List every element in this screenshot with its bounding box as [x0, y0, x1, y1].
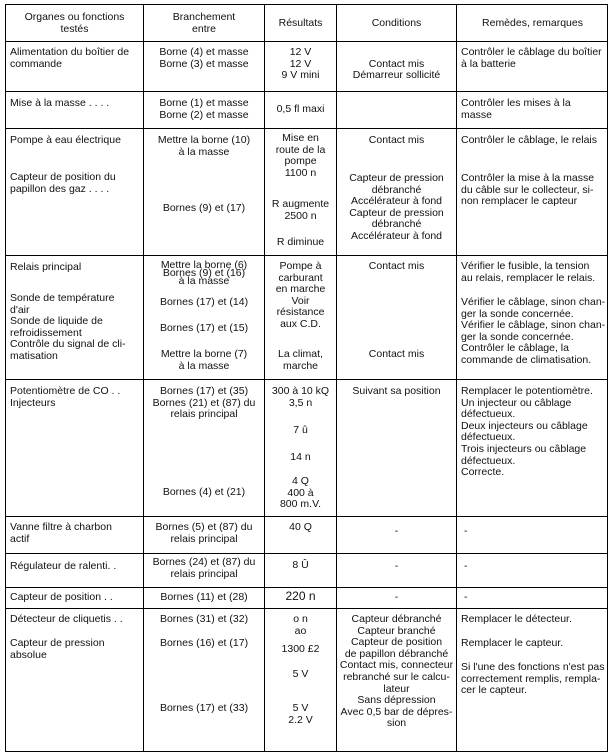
- cell-resultat: 7 û: [293, 424, 308, 436]
- cell-remede: Contrôler le câblage, le relais: [461, 134, 597, 146]
- cell-condition: Contact mis Démarreur sollicité: [352, 57, 441, 82]
- row-divider: [6, 41, 607, 42]
- cell-organe: Pompe à eau électrique: [10, 134, 121, 146]
- cell-remede: Contrôler le câblage du boîtier à la batterie: [461, 46, 602, 70]
- row-divider: [6, 379, 607, 380]
- cell-resultat: R augmente 2500 n: [271, 198, 330, 222]
- cell-branchement: Bornes (9) et (17): [162, 202, 246, 214]
- row-divider: [6, 608, 607, 609]
- cell-branchement: Bornes (17) et (15): [159, 322, 249, 334]
- cell-organe: Alimentation du boîtier de commande: [10, 46, 130, 70]
- cell-resultat: 8 Û: [292, 559, 309, 571]
- cell-branchement: Mettre la borne (7) à la masse: [160, 348, 248, 372]
- cell-organe: Régulateur de ralenti. .: [10, 560, 117, 572]
- cell-organe: Capteur de position . .: [10, 591, 113, 603]
- cell-remede: Remplacer le potentiomètre. Un injecteur ou câblage défectueux. Deux injecteurs ou câblage défectueux. Trois injecteurs ou câblage défectueux. Correcte.: [461, 385, 593, 479]
- cell-resultat: 14 n: [290, 451, 311, 463]
- cell-remede: Si l'une des fonctions n'est pas correctement remplis, rempla- cer le capteur.: [461, 661, 605, 697]
- cell-remede: Vérifier le câblage, sinon chan- ger la sonde concernée. Vérifier le câblage, sinon chan- ger la sonde concernée. Contrôler le câblage, la commande de climatisation.: [461, 296, 606, 366]
- cell-condition: Capteur de pression débranché Accélérateur à fond Capteur de pression débranché Accélérateur à fond: [349, 172, 444, 242]
- cell-branchement: Mettre la borne (10) à la masse: [157, 134, 251, 158]
- cell-condition: Contact mis: [368, 348, 425, 360]
- cell-resultat: Pompe à carburant en marche Voir résistance aux C.D.: [275, 260, 326, 330]
- cell-organe: Détecteur de cliquetis . .: [10, 613, 123, 625]
- cell-branchement: Bornes (11) et (28): [160, 591, 248, 603]
- cell-branchement: Bornes (4) et (21): [162, 486, 246, 498]
- cell-branchement: Bornes (5) et (87) du relais principal: [155, 521, 253, 545]
- cell-organe: Potentiomètre de CO . . Injecteurs: [10, 385, 121, 409]
- cell-organe: Mise à la masse . . . .: [10, 97, 110, 109]
- cell-condition: Contact mis: [368, 260, 425, 272]
- cell-branchement: Bornes (17) et (33): [159, 702, 249, 714]
- cell-resultat: 40 Q: [289, 521, 312, 533]
- cell-remede: Contrôler les mises à la masse: [461, 97, 571, 121]
- cell-remede: -: [464, 591, 468, 603]
- cell-condition: Contact mis: [368, 134, 425, 146]
- cell-branchement: Borne (4) et masse Borne (3) et masse: [159, 46, 249, 70]
- cell-branchement: Borne (1) et masse Borne (2) et masse: [159, 97, 249, 121]
- cell-resultat: 220 n: [285, 589, 316, 603]
- cell-resultat: R diminue: [276, 236, 325, 248]
- cell-resultat: 300 à 10 kQ 3,5 n: [271, 385, 330, 409]
- cell-condition: -: [394, 591, 399, 603]
- cell-condition: Suivant sa position: [352, 385, 441, 397]
- cell-remede: -: [464, 560, 468, 572]
- cell-organe: Relais principal: [10, 261, 82, 273]
- cell-branchement: Bornes (17) et (14): [159, 296, 249, 308]
- cell-condition: -: [394, 560, 399, 572]
- header-branchement: Branchement entre: [172, 11, 236, 35]
- cell-remede: Remplacer le capteur.: [461, 637, 564, 649]
- cell-organe: Sonde de température d'air Sonde de liquide de refroidissement Contrôle du signal de cli- matisation: [10, 292, 126, 362]
- column-divider: [264, 5, 265, 751]
- cell-remede: Contrôler la mise à la masse du câble sur le collecteur, si- non remplacer le capteur: [461, 172, 595, 208]
- cell-resultat: La climat, marche: [278, 348, 323, 372]
- header-organes: Organes ou fonctions testés: [24, 11, 125, 35]
- cell-resultat: 4 Q 400 à 800 m.V.: [279, 475, 322, 511]
- cell-branchement: Bornes (16) et (17): [159, 637, 249, 649]
- row-divider: [6, 255, 607, 256]
- row-divider: [6, 516, 607, 517]
- cell-condition: Capteur débranché Capteur branché Capteur de position de papillon débranché Contact mis, connecteur rebranché sur le calcu- lateur Sans dépression Avec 0,5 bar de dépres- sion: [339, 613, 454, 730]
- cell-resultat: o n ao: [293, 613, 308, 637]
- cell-organe: Vanne filtre à charbon actif: [10, 521, 112, 545]
- row-divider: [6, 128, 607, 129]
- cell-branchement: Bornes (24) et (87) du relais principal: [152, 556, 256, 580]
- header-conditions: Conditions: [371, 17, 422, 29]
- diagnostic-table: [5, 4, 608, 752]
- cell-remede: Remplacer le détecteur.: [461, 613, 572, 625]
- cell-resultat: 1300 £2: [281, 643, 320, 655]
- cell-resultat: 0,5 fl maxi: [276, 103, 325, 115]
- cell-remede: Vérifier le fusible, la tension au relais, remplacer le relais.: [461, 260, 596, 284]
- cell-resultat: 12 V 12 V 9 V mini: [281, 46, 320, 82]
- header-remedes: Remèdes, remarques: [482, 17, 583, 29]
- cell-organe: Capteur de pression absolue: [10, 637, 105, 661]
- cell-branchement: Bornes (31) et (32): [159, 613, 249, 625]
- cell-resultat: 5 V 2.2 V: [288, 702, 313, 726]
- cell-branchement: Bornes (17) et (35) Bornes (21) et (87) du relais principal: [152, 385, 256, 421]
- row-divider: [6, 553, 607, 554]
- column-divider: [456, 5, 457, 751]
- cell-condition: -: [394, 525, 399, 537]
- cell-resultat: Mise en route de la pompe 1100 n: [275, 132, 326, 179]
- cell-organe: Capteur de position du papillon des gaz . . . .: [10, 171, 116, 195]
- cell-resultat: 5 V: [292, 668, 309, 680]
- cell-remede: -: [464, 525, 468, 537]
- cell-branchement: Mettre la borne (6) Bornes (9) et (16) à la masse: [160, 259, 248, 287]
- row-divider: [6, 587, 607, 588]
- row-divider: [6, 91, 607, 92]
- header-resultats: Résultats: [278, 17, 323, 29]
